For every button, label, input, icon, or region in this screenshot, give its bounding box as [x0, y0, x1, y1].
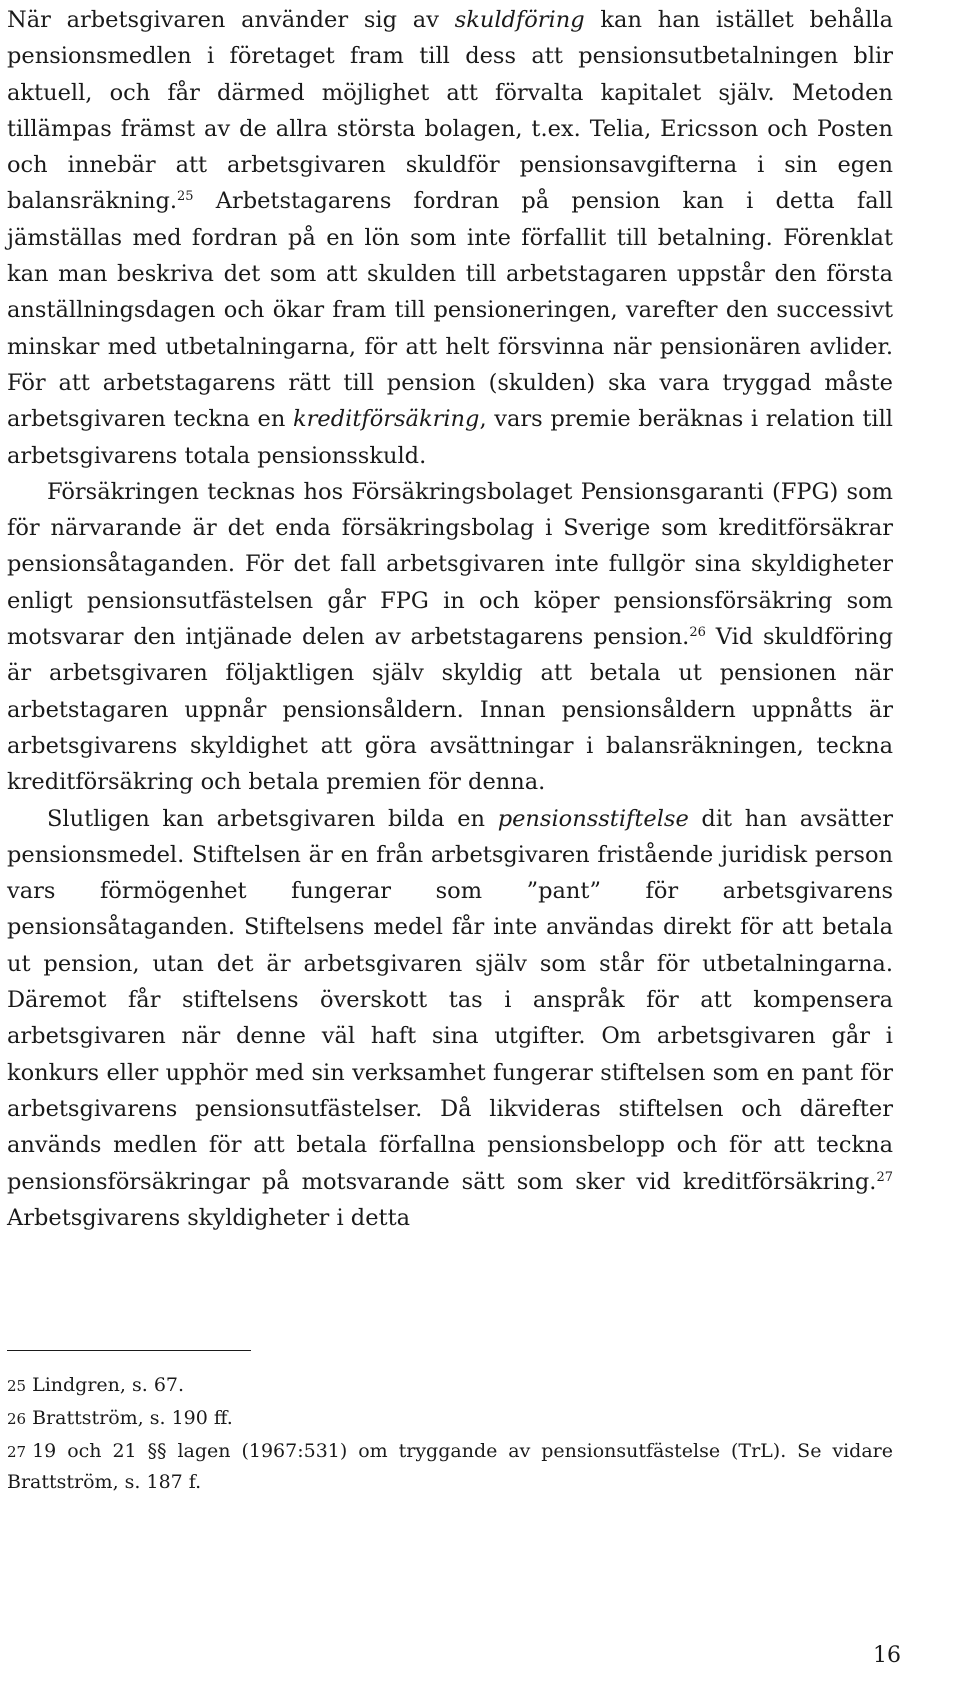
text-run: Vid skuldföring är arbetsgivaren följaktligen själv skyldig att betala ut pensionen när arbetstagaren uppnår pensionsåldern. Innan pensionsåldern uppnåtts är arbetsgivarens skyldighet att göra avsättningar i balansräkningen, teckna kreditförsäkring och betala premien för denna.: [7, 624, 894, 796]
footnote-number: 25: [7, 1377, 27, 1395]
text-run: Arbetsgivarens skyldigheter i detta: [7, 1204, 411, 1231]
text-run: Slutligen kan arbetsgivaren bilda en: [47, 805, 498, 832]
footnotes: [7, 1370, 893, 1499]
text-run: Försäkringen tecknas hos Försäkringsbolaget Pensionsgaranti (FPG) som för närvarande är det enda försäkringsbolag i Sverige som kreditförsäkrar pensionsåtaganden. För det fall arbetsgivaren inte fullgör sina skyldigheter enligt pensionsutfästelsen går FPG in och köper pensionsförsäkring som motsvarar den intjänade delen av arbetstagarens pension.: [7, 478, 893, 651]
footnote-25: [7, 1370, 893, 1401]
text-run: När arbetsgivaren använder sig av: [7, 7, 455, 33]
footnote-26: [7, 1403, 893, 1434]
term-kreditforsakring: kreditförsäkring: [293, 406, 480, 433]
paragraph-skuldforing: [7, 2, 893, 474]
text-run: dit han avsätter pensionsmedel. Stiftelsen är en från arbetsgivaren fristående juridisk person vars förmögenhet fungerar som ”pant” för arbetsgivarens pensionsåtaganden. Stiftelsens medel får inte användas direkt för att betala ut pension, utan det är arbetsgivaren själv som står för utbetalningarna. Däremot får stiftelsens överskott tas i anspråk för att kompensera arbetsgivaren när denne väl haft sina utgifter. Om arbetsgivaren går i konkurs eller upphör med sin verksamhet fungerar stiftelsen som en pant för arbetsgivarens pensionsutfästelser. Då likvideras stiftelsen och därefter används medlen för att betala förfallna pensionsbelopp och för att teckna pensionsförsäkringar på motsvarande sätt som sker vid kreditförsäkring.: [7, 805, 893, 1195]
text-run: kan han istället behålla pensionsmedlen i företaget fram till dess att pensionsutbetalningen blir aktuell, och får därmed möjlighet att förvalta kapitalet själv. Metoden tillämpas främst av de allra största bolagen, t.ex. Telia, Ericsson och Posten och innebär att arbetsgivaren skuldför pensionsavgifterna i sin egen balansräkning.: [7, 7, 893, 215]
footnote-27: [7, 1436, 893, 1497]
text-run: , vars premie beräknas i relation till arbetsgivarens totala pensionsskuld.: [7, 406, 893, 469]
footnote-text: Lindgren, s. 67.: [32, 1374, 185, 1396]
term-pensionsstiftelse: pensionsstiftelse: [497, 805, 689, 832]
footnote-ref-25[interactable]: 25: [177, 189, 194, 205]
page-number: 16: [873, 1643, 901, 1668]
footnote-ref-26[interactable]: 26: [689, 625, 706, 641]
footnote-ref-27[interactable]: 27: [876, 1169, 893, 1185]
footnote-number: 27: [7, 1443, 27, 1461]
paragraph-pensionsstiftelse: [7, 801, 893, 1237]
footnote-separator: [7, 1350, 251, 1351]
body-text: [7, 2, 893, 1236]
term-skuldforing: skuldföring: [454, 7, 585, 33]
text-run: Arbetstagarens fordran på pension kan i detta fall jämställas med fordran på en lön som inte förfallit till betalning. Förenklat kan man beskriva det som att skulden till arbetstagaren uppstår den första anställningsdagen och ökar fram till pensioneringen, varefter den successivt minskar med utbetalningarna, för att helt försvinna när pensionären avlider. För att arbetstagarens rätt till pension (skulden) ska vara tryggad måste arbetsgivaren teckna en: [7, 188, 893, 433]
footnote-number: 26: [7, 1410, 27, 1428]
paragraph-fpg: [7, 474, 893, 801]
footnote-text: 19 och 21 §§ lagen (1967:531) om tryggande av pensionsutfästelse (TrL). Se vidare Brattström, s. 187 f.: [7, 1440, 893, 1493]
footnote-text: Brattström, s. 190 ff.: [32, 1407, 233, 1429]
